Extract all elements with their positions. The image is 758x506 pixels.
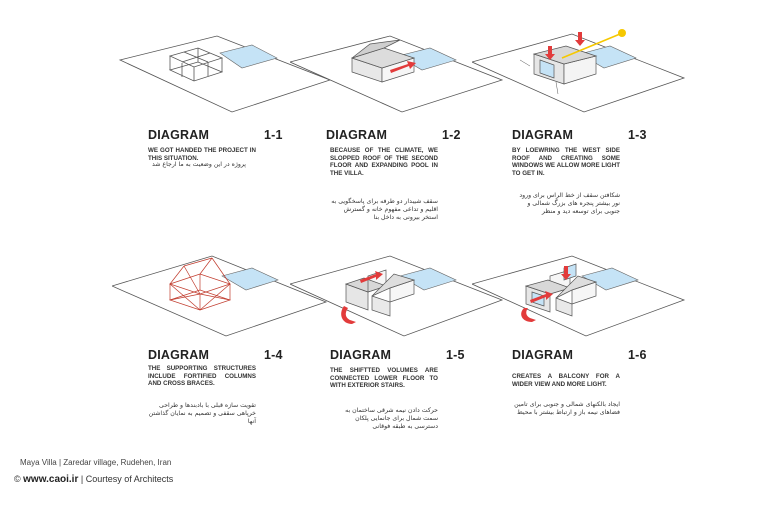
diagram-description-en: BY LOEWRING THE WEST SIDE ROOF AND CREATING SOME WINDOWS WE ALLOW MORE LIGHT TO GET IN.	[512, 147, 620, 177]
diagram-1-3-illustration	[472, 20, 702, 120]
panel-diagram-1-3	[472, 20, 702, 215]
separator: |	[80, 474, 84, 484]
diagram-title: DIAGRAM 1-6	[512, 348, 647, 362]
diagram-description-en: BECAUSE OF THE CLIMATE, WE SLOPPED ROOF OF THE SECOND FLOOR AND EXPANDING POOL IN THE VILLA.	[330, 147, 438, 177]
diagram-description-en: WE GOT HANDED THE PROJECT IN THIS SITUATION.	[148, 147, 256, 162]
project-caption: Maya Villa | Zaredar village, Rudehen, Iran	[20, 458, 172, 467]
diagram-description-fa: پروژه در این وضعیت به ما ارجاع شد	[152, 161, 246, 168]
diagram-number: 1-4	[264, 348, 283, 362]
diagram-title: DIAGRAM 1-2	[326, 128, 461, 142]
diagram-number: 1-5	[446, 348, 465, 362]
diagram-description-fa: تقویت سازه قبلی با بادبندها و طراحی خرپاهی سقفی و تصمیم به نمایان گذاشتن آنها	[148, 402, 256, 425]
diagram-title: DIAGRAM 1-1	[148, 128, 283, 142]
diagram-description-en: THE SUPPORTING STRUCTURES INCLUDE FORTIFIED COLUMNS AND CROSS BRACES.	[148, 365, 256, 388]
diagram-title: DIAGRAM 1-5	[330, 348, 465, 362]
diagram-description-en: CREATES A BALCONY FOR A WIDER VIEW AND MORE LIGHT.	[512, 373, 620, 388]
diagram-description-en: THE SHIFTTED VOLUMES ARE CONNECTED LOWER FLOOR TO WITH EXTERIOR STAIRS.	[330, 367, 438, 390]
diagram-number: 1-2	[442, 128, 461, 142]
diagram-number: 1-1	[264, 128, 283, 142]
diagram-description-fa: ایجاد بالکنهای شمالی و جنوبی برای تامین فضاهای نیمه باز و ارتباط بیشتر با محیط	[514, 401, 620, 416]
panel-diagram-1-6	[472, 244, 702, 444]
diagram-description-fa: سقف شیبدار دو طرفه برای پاسخگویی به اقلیم و تداعی مفهوم خانه و گسترش استخر بیرونی به داخل بنا	[331, 198, 438, 221]
diagram-description-fa: حرکت دادن نیمه شرقی ساختمان به سمت شمال برای جانمایی پلکان دسترسی به طبقه فوقانی	[345, 407, 438, 430]
site-link[interactable]: www.caoi.ir	[23, 474, 79, 485]
diagram-description-fa: شکافتن سقف از خط الراس برای ورود نور بیشتر پنجره های بزرگ شمالی و جنوبی برای توسعه دید و منظر	[519, 192, 620, 215]
diagram-number: 1-6	[628, 348, 647, 362]
diagram-1-6-illustration	[472, 244, 702, 344]
credits-line	[14, 474, 173, 485]
diagram-title: DIAGRAM 1-4	[148, 348, 283, 362]
sun-icon	[618, 29, 626, 37]
credit-text: Courtesy of Architects	[85, 474, 174, 484]
diagram-number: 1-3	[628, 128, 647, 142]
copyright-symbol: ©	[14, 474, 21, 484]
diagram-title: DIAGRAM 1-3	[512, 128, 647, 142]
